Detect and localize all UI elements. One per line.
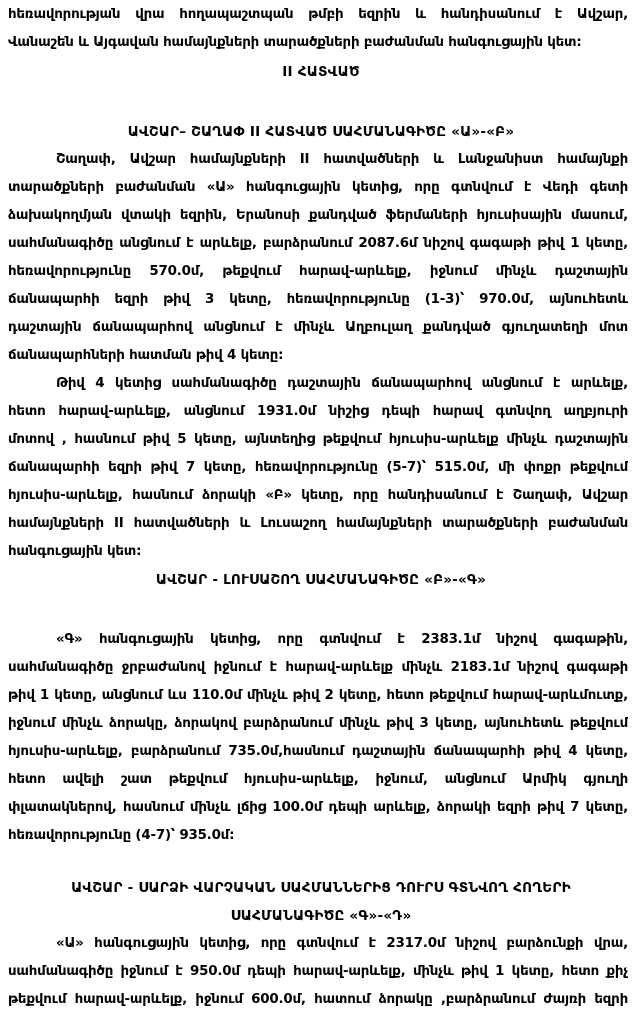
text-line: հեռավորությունը (4-7)՝ 935.0մ: [8,828,235,843]
text-line: հետո հարավ-արևելք, անցնում 1931.0մ նիշից դեպի հարավ գտնվող աղբյուրի [8,404,628,419]
text-line: թեքվում հարավ-արևելք, իջնում 600.0մ, հատում ձորակը ,բարձրանում ժայռի եզրի [8,992,628,1007]
section-heading: ԱՎՇԱՐ - ՍԱՐՁԻ ՎԱՐՉԱԿԱՆ ՍԱՀՄԱՆՆԵՐԻՑ ԴՈՒՐՍ ԳՏՆՎՈՂ ՀՈՂԵՐԻ [71,880,571,896]
text-line: սահմանագիծը ջրբաժանով իջնում է հարավ-արևելք մինչև 2183.1մ նիշով գագաթի [8,660,628,675]
text-line: Վանաշեն և Այգավան համայնքների տարածքների բաժանման հանգուցային կետ: [8,35,582,50]
paragraph-first-line: «Գ» հանգուցային կետից, որը գտնվում է 2383.1մ նիշով գագաթին, [56,632,628,647]
text-line: հանգուցային կետ: [8,544,142,559]
paragraph-first-line: Շաղափ, Ավշար համայնքների II հատվածների և Լանջանիստ համայնքի [56,152,628,167]
text-line: սահմանագիծը անցնում է արևելք, բարձրանում 2087.6մ նիշով գագաթի թիվ 1 կետը, [8,236,628,251]
section-heading: ԱՎՇԱՐ - ԼՈՒՍԱՇՈՂ ՍԱՀՄԱՆԱԳԻԾԸ «Բ»-«Գ» [155,572,487,588]
text-line: ճանապարհի եզրի թիվ 7 կետը, հեռավորությունը (5-7)՝ 515.0մ, մի փոքր թեքվում [8,460,628,475]
section-heading: ԱՎՇԱՐ– ՇԱՂԱՓ II ՀԱՏՎԱԾ ՍԱՀՄԱՆԱԳԻԾԸ «Ա»-«Բ» [127,124,515,140]
text-line: հետո ավելի շատ թեքվում հյուսիս-արևելք, իջնում, անցնում Արմիկ գյուղի [8,772,628,787]
text-line: հեռավորության վրա հողապաշտպան թմբի եզրին և հանդիսանում է Ավշար, [8,7,628,22]
text-line: հյուսիս-արևելք, հասնում ձորակի «Բ» կետը, որը հանդիսանում է Շաղափ, Ավշար [8,488,628,503]
text-line: թիվ 1 կետը, անցնում ևս 110.0մ մինչև թիվ 2 կետը, հետո թեքվում հարավ-արևմուտք, [8,688,628,703]
text-line: դաշտային ճանապարհով անցնում է մինչև Աղբուլաղ քանդված գյուղատեղի մոտ [8,320,628,335]
text-line: փլատակներով, հասնում մինչև լճից 100.0մ դեպի արևելք, ձորակի եզրի թիվ 7 կետը, [8,800,628,815]
text-line: հյուսիս-արևելք, բարձրանում 735.0մ,հասնում դաշտային ճանապարհի թիվ 4 կետը, [8,744,628,759]
text-line: մոտով , հասնում թիվ 5 կետը, այնտեղից թեքվում հյուսիս-արևելք մինչև դաշտային [8,432,628,447]
text-line: համայնքների II հատվածների և Լուսաշող համայնքների տարածքների բաժանման [8,516,628,531]
section-heading: ՍԱՀՄԱՆԱԳԻԾԸ «Գ»-«Դ» [230,908,412,924]
section-heading: II ՀԱՏՎԱԾ [282,64,360,80]
text-line: տարածքների բաժանման «Ա» հանգուցային կետից, որը գտնվում է Վեդի գետի [8,180,628,195]
text-line: ձախակողմյան վտակի եզրին, Երանոսի քանդված ֆերմաների հյուսիսային մասում, [8,208,628,223]
text-line: իջնում մինչև ձորակը, ձորակով բարձրանում մինչև թիվ 3 կետը, այնուհետև թեքվում [8,716,628,731]
text-line: սահմանագիծը իջնում է 950.0մ դեպի հարավ-արևելք, մինչև թիվ 1 կետը, հետո քիչ [8,964,628,979]
paragraph-first-line: Թիվ 4 կետից սահմանագիծը դաշտային ճանապարհով անցնում է արևելք, [56,376,628,391]
text-line: հեռավորությունը 570.0մ, թեքվում հարավ-արևելք, իջնում մինչև դաշտային [8,264,628,279]
text-line: ճանապարհի եզրի թիվ 3 կետը, հեռավորությունը (1-3)՝ 970.0մ, այնուհետև [8,292,628,307]
text-line: ճանապարհների հատման թիվ 4 կետը: [8,348,284,363]
paragraph-first-line: «Ա» հանգուցային կետից, որը գտնվում է 2317.0մ նիշով բարձունքի վրա, [56,936,628,951]
